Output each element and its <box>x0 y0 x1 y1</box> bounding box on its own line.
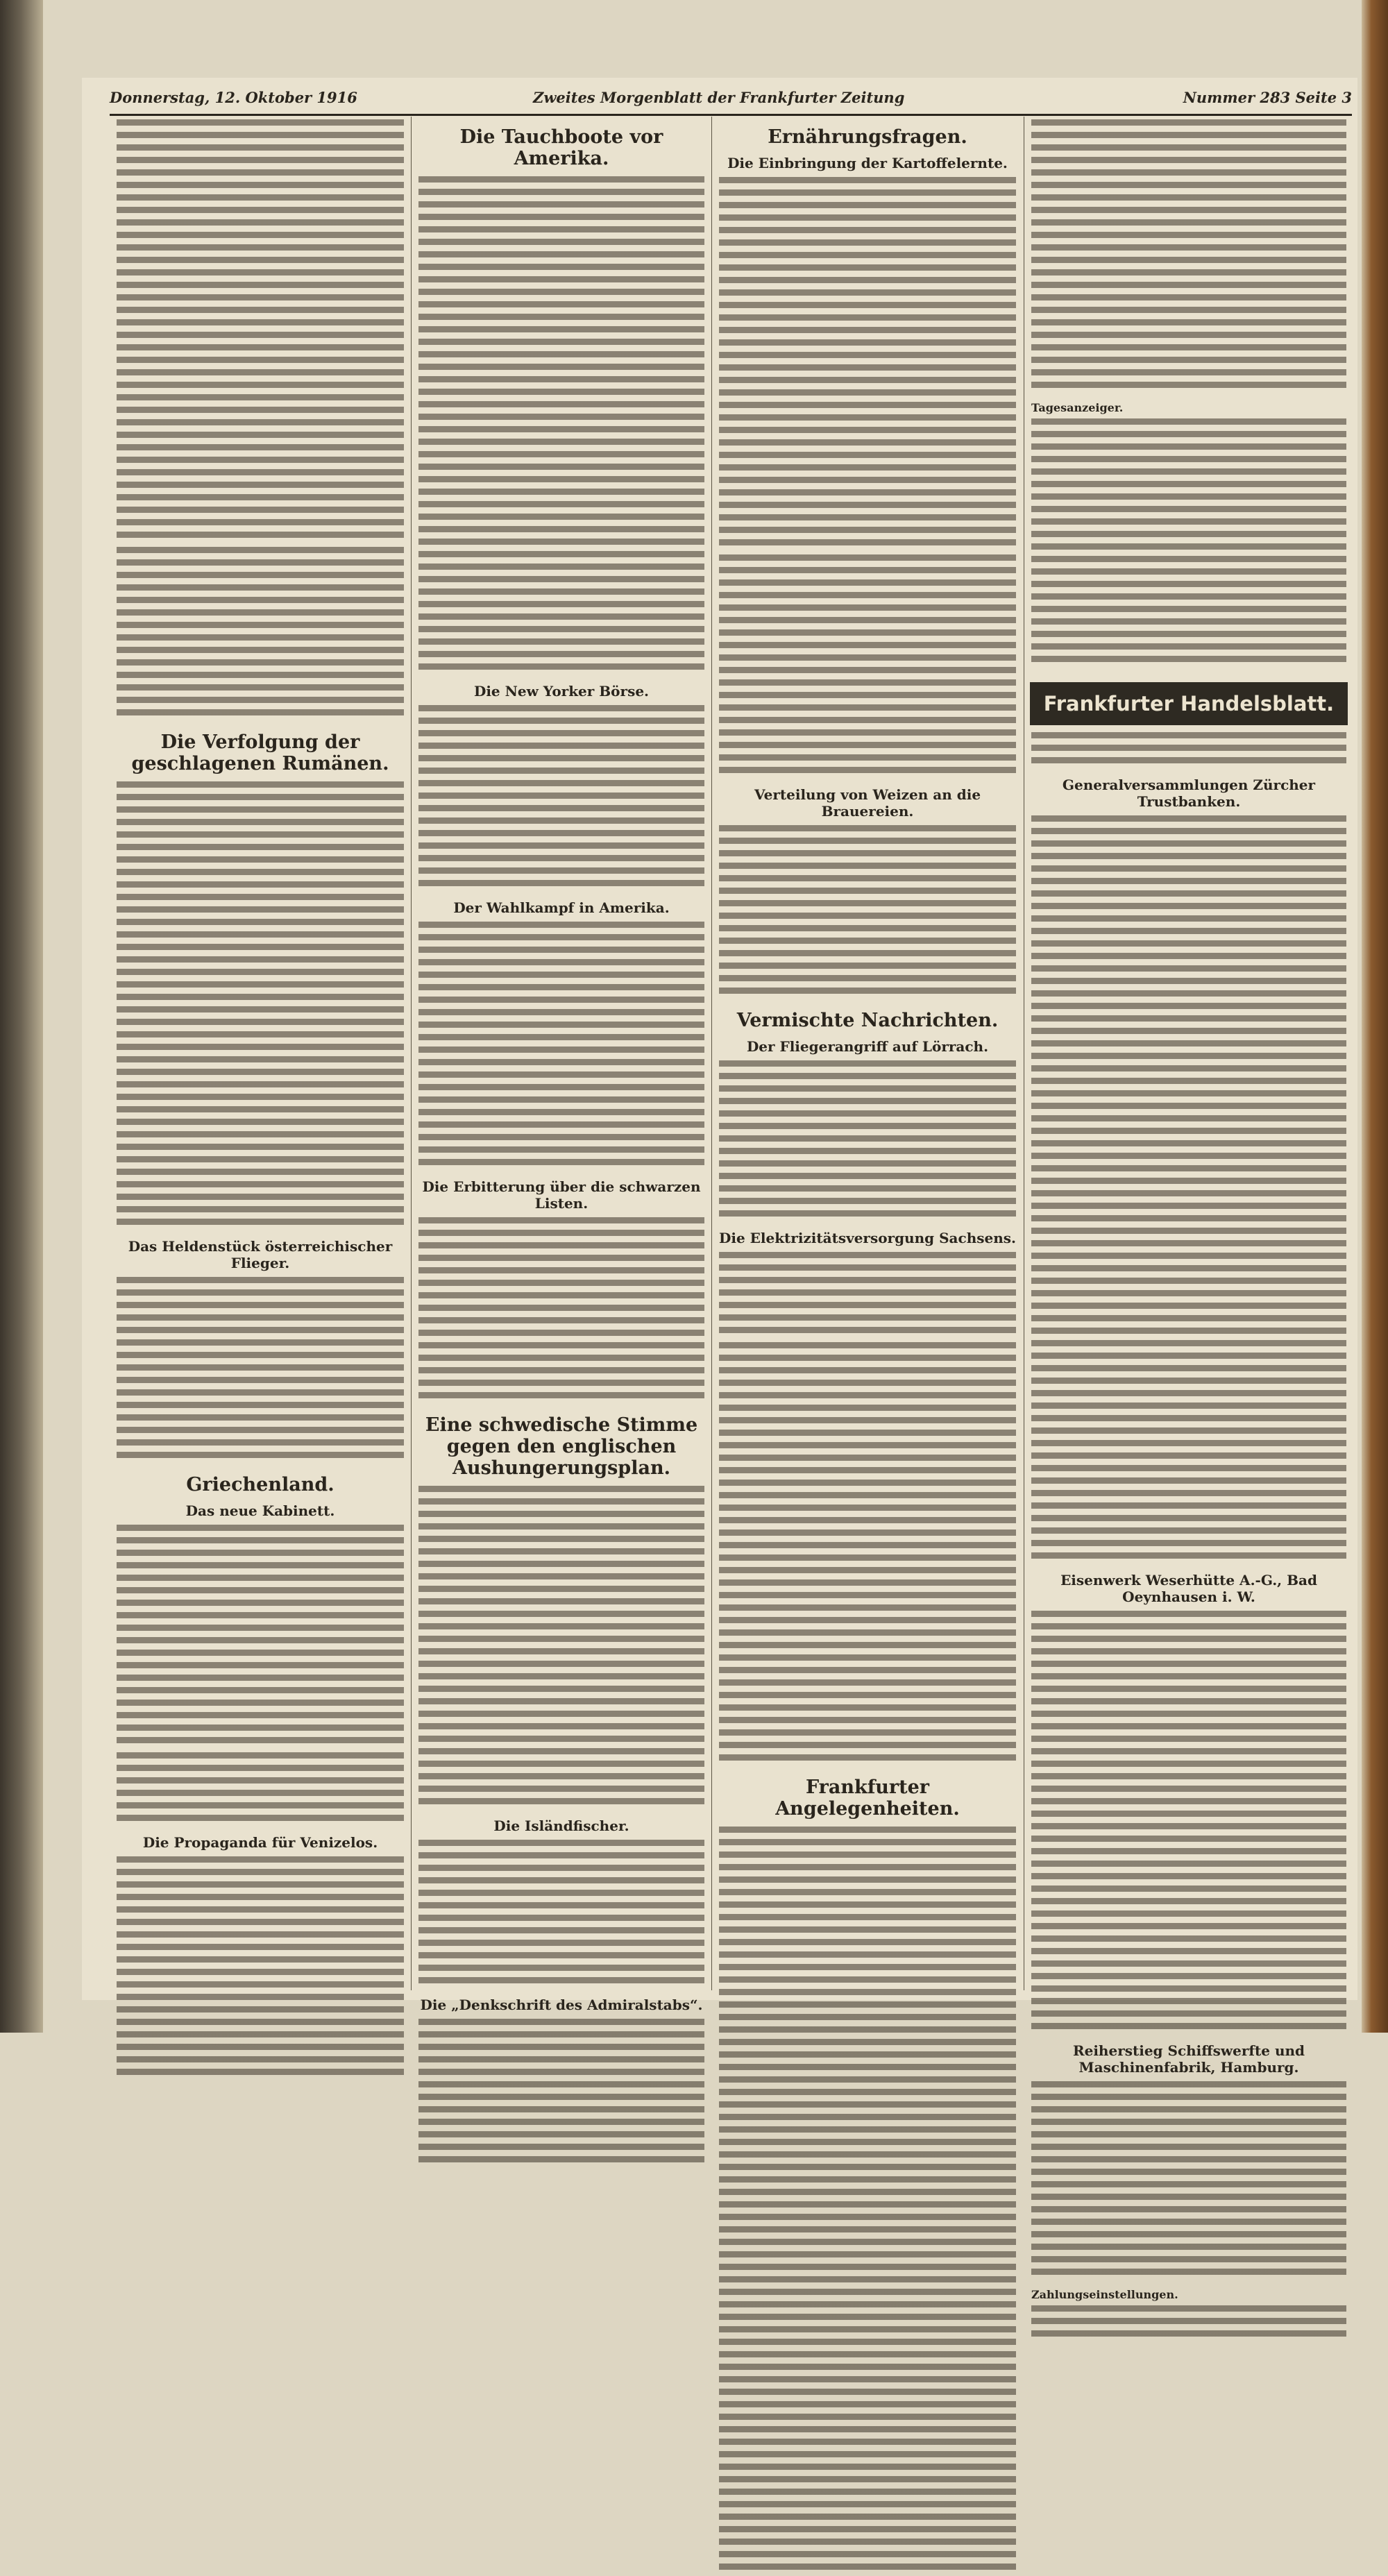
article-headline: Frankfurter Angelegenheiten. <box>775 1777 960 1820</box>
article-subheadline: Das Heldenstück österreichischer Flieger. <box>128 1238 393 1272</box>
article-subheadline: Die Erbitterung über die schwarzen Listen. <box>422 1178 701 1212</box>
article-subheadline: Reiherstieg Schiffswerfte und Maschinenfabrik, Hamburg. <box>1072 2042 1305 2076</box>
header-date: Donnerstag, 12. Oktober 1916 <box>110 89 357 106</box>
article-body-text <box>418 705 704 892</box>
book-binding-left <box>0 0 43 2033</box>
column-rule <box>711 117 712 1990</box>
column-rule <box>411 117 412 1990</box>
header-masthead: Zweites Morgenblatt der Frankfurter Zeitung <box>533 89 905 106</box>
column-1 <box>112 117 408 1990</box>
column-3 <box>715 117 1020 1990</box>
article-body-text <box>117 781 404 1231</box>
article-subheadline: Das neue Kabinett. <box>185 1502 335 1520</box>
article-headline: Ernährungsfragen. <box>768 126 967 148</box>
article-body-text <box>117 1856 404 2081</box>
article-body-text <box>117 547 404 722</box>
article-subheadline: Der Fliegerangriff auf Lörrach. <box>746 1038 989 1056</box>
article-body-text <box>719 1342 1016 1767</box>
article-body-text <box>719 1060 1016 1223</box>
article-body-text <box>719 1827 1016 2576</box>
article-subheadline: Die New Yorker Börse. <box>473 683 650 700</box>
article-body-text <box>1031 119 1346 394</box>
article-body-text <box>117 1277 404 1464</box>
article-body-text <box>719 554 1016 779</box>
article-body-text <box>418 1840 704 1990</box>
article-body-text <box>1031 418 1346 668</box>
article-subheadline: Eisenwerk Weserhütte A.-G., Bad Oeynhausen i. W. <box>1060 1572 1317 1605</box>
article-subheadline: Die Isländfischer. <box>493 1817 629 1835</box>
article-body-text <box>418 1217 704 1405</box>
section-label: Zahlungseinstellungen. <box>1031 2288 1178 2301</box>
article-body-text <box>1031 2305 1346 2343</box>
article-subheadline: Die Einbringung der Kartoffelernte. <box>727 155 1008 172</box>
article-headline: Griechenland. <box>186 1474 335 1496</box>
article-headline: Die Verfolgung der geschlagenen Rumänen. <box>131 731 389 775</box>
article-subheadline: Die Elektrizitätsversorgung Sachsens. <box>719 1230 1016 1247</box>
article-body-text <box>418 922 704 1171</box>
book-binding-right <box>1362 0 1388 2033</box>
article-subheadline: Die „Denkschrift des Admiralstabs“. <box>420 1997 703 2014</box>
article-subheadline: Die Propaganda für Venizelos. <box>142 1834 378 1852</box>
page-header <box>110 89 1352 117</box>
column-2 <box>414 117 709 2014</box>
article-subheadline: Der Wahlkampf in Amerika. <box>453 899 670 917</box>
article-body-text <box>117 119 404 544</box>
article-body-text <box>719 177 1016 552</box>
article-subheadline: Generalversammlungen Zürcher Trustbanken. <box>1062 777 1316 810</box>
article-body-text <box>1031 1611 1346 2035</box>
article-body-text <box>117 1752 404 1827</box>
header-page-number: Nummer 283 Seite 3 <box>1183 89 1352 106</box>
article-body-text <box>1031 2081 1346 2281</box>
article-body-text <box>117 1525 404 1749</box>
article-subheadline: Verteilung von Weizen an die Brauereien. <box>754 786 981 820</box>
article-body-text <box>418 2019 704 2169</box>
column-4 <box>1027 117 1351 2301</box>
section-banner: Frankfurter Handelsblatt. <box>1030 682 1348 725</box>
article-body-text <box>719 1252 1016 1339</box>
article-body-text <box>719 825 1016 1000</box>
article-body-text <box>1031 732 1346 770</box>
article-body-text <box>418 176 704 676</box>
article-headline: Die Tauchboote vor Amerika. <box>459 126 663 170</box>
article-headline: Vermischte Nachrichten. <box>736 1010 999 1032</box>
article-headline: Eine schwedische Stimme gegen den englischen Aushungerungsplan. <box>425 1414 698 1480</box>
section-label: Tagesanzeiger. <box>1031 401 1124 414</box>
header-rule <box>110 114 1352 116</box>
article-body-text <box>418 1486 704 1811</box>
article-body-text <box>1031 815 1346 1565</box>
